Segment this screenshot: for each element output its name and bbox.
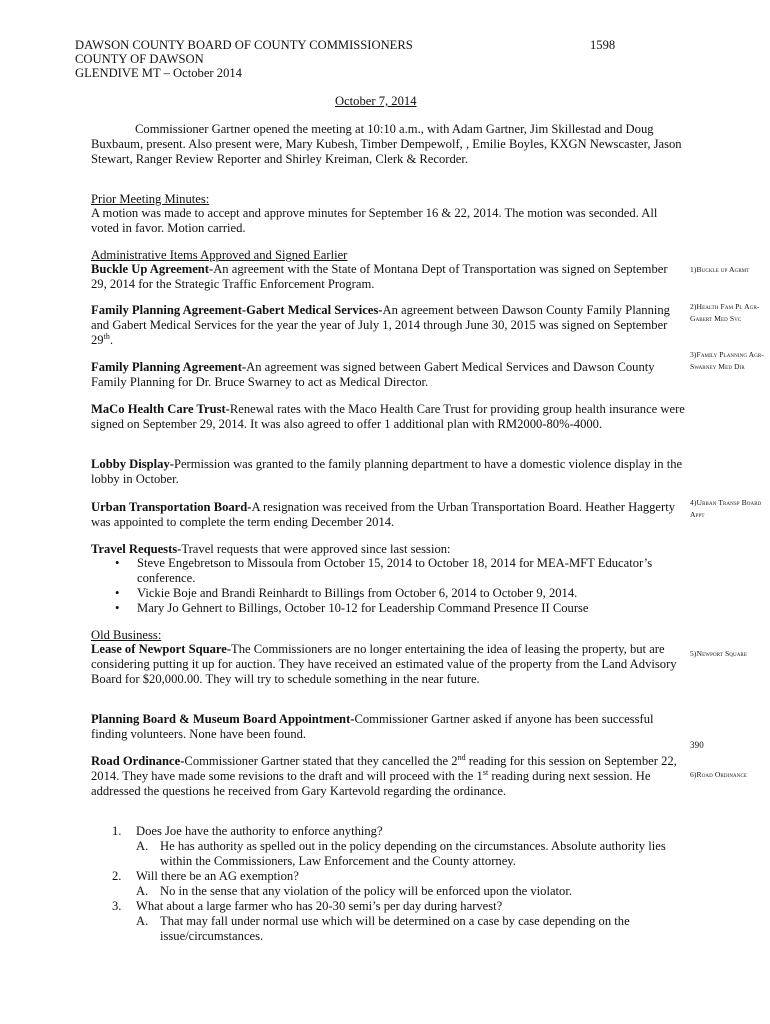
answer-letter: A. bbox=[136, 914, 149, 928]
maco-title: MaCo Health Care Trust- bbox=[91, 402, 230, 416]
answer-item bbox=[112, 884, 672, 899]
fp-swarney-paragraph bbox=[91, 360, 686, 390]
buckle-up-text: An agreement with the State of Montana Dept of Transportation was signed on September 29, 2014 for the Strategic Traffic Enforcement Program. bbox=[91, 262, 668, 291]
ordinance-questions-list bbox=[112, 824, 672, 944]
fp-swarney-title: Family Planning Agreement- bbox=[91, 360, 247, 374]
road-text-3: reading during next session. He addressed the questions he received from Gary Kartevold regarding the ordinance. bbox=[91, 769, 651, 798]
urban-title: Urban Transportation Board- bbox=[91, 500, 252, 514]
margin-note-buckle-up: 1)Buckle up Agrmt bbox=[690, 265, 750, 274]
answer-text: No in the sense that any violation of the policy will be enforced upon the violator. bbox=[160, 884, 572, 898]
prior-minutes-text: A motion was made to accept and approve minutes for September 16 & 22, 2014. The motion was seconded. All voted in favor. Motion carried. bbox=[91, 206, 658, 235]
urban-text: A resignation was received from the Urban Transportation Board. Heather Haggerty was appointed to complete the term ending December 2014. bbox=[91, 500, 676, 529]
maco-paragraph bbox=[91, 402, 686, 432]
answer-item bbox=[112, 839, 672, 869]
margin-note-390: 390 bbox=[690, 740, 704, 750]
question-item bbox=[112, 869, 672, 884]
travel-paragraph bbox=[91, 542, 686, 557]
travel-item: • Steve Engebretson to Missoula from October 15, 2014 to October 18, 2014 for MEA-MFT Educator’s conference. bbox=[113, 556, 673, 586]
answer-text: That may fall under normal use which will be determined on a case by case depending on the issue/circumstances. bbox=[160, 914, 630, 943]
road-sup-2: st bbox=[482, 767, 489, 777]
newport-paragraph bbox=[91, 642, 686, 687]
opening-paragraph: Commissioner Gartner opened the meeting at 10:10 a.m., with Adam Gartner, Jim Skillestad and Doug Buxbaum, present. Also present were, Mary Kubesh, Timber Dempewolf, , Emilie Boyles, KXGN Newscaster, Jason Stewart, Ranger Review Reporter and Shirley Kreiman, Clerk & Recorder. bbox=[91, 122, 682, 166]
travel-text: Travel requests that were approved since last session: bbox=[181, 542, 451, 556]
margin-note-family-planning: 3)Family Planning Agr-Swarney Med Dir bbox=[690, 350, 764, 371]
answer-item bbox=[112, 914, 672, 944]
road-ordinance-paragraph bbox=[91, 754, 686, 799]
prior-minutes-heading: Prior Meeting Minutes: bbox=[91, 192, 210, 206]
fp-gabert-title: Family Planning Agreement-Gabert Medical Services- bbox=[91, 303, 383, 317]
fp-gabert-paragraph bbox=[91, 303, 686, 348]
meeting-date-heading: October 7, 2014 bbox=[335, 94, 417, 108]
road-sup-1: nd bbox=[457, 752, 466, 762]
admin-heading: Administrative Items Approved and Signed Earlier bbox=[91, 248, 348, 262]
travel-item: • Vickie Boje and Brandi Reinhardt to Billings from October 6, 2014 to October 9, 2014. bbox=[113, 586, 673, 601]
question-text: Does Joe have the authority to enforce anything? bbox=[136, 824, 383, 838]
buckle-up-title: Buckle Up Agreement- bbox=[91, 262, 214, 276]
header-title: DAWSON COUNTY BOARD OF COUNTY COMMISSIONERS bbox=[75, 38, 413, 52]
question-item bbox=[112, 824, 672, 839]
road-text-2: reading for this session on September 22, 2014. They have made some revisions to the draft and will proceed with the 1 bbox=[91, 754, 677, 783]
margin-note-road-ordinance: 6)Road Ordinance bbox=[690, 770, 748, 779]
road-ordinance-title: Road Ordinance- bbox=[91, 754, 185, 768]
planning-title: Planning Board & Museum Board Appointment- bbox=[91, 712, 355, 726]
page-number: 1598 bbox=[590, 38, 616, 52]
road-text-1: Commissioner Gartner stated that they cancelled the 2 bbox=[184, 754, 458, 768]
answer-letter: A. bbox=[136, 884, 149, 898]
answer-letter: A. bbox=[136, 839, 149, 853]
travel-list bbox=[113, 556, 673, 616]
margin-note-health-fam-pl: 2)Health Fam Pl Agr-Gabert Med Svc bbox=[690, 302, 760, 323]
question-text: What about a large farmer who has 20-30 semi’s per day during harvest? bbox=[136, 899, 503, 913]
old-business-heading: Old Business: bbox=[91, 628, 162, 642]
margin-note-urban-transp: 4)Urban Transp Board Appt bbox=[690, 498, 762, 519]
planning-text: Commissioner Gartner asked if anyone has been successful finding volunteers. None have been found. bbox=[91, 712, 654, 741]
question-number: 2. bbox=[112, 869, 122, 883]
fp-gabert-text-end: . bbox=[109, 333, 113, 347]
fp-gabert-text: An agreement between Dawson County Family Planning and Gabert Medical Services for the year the year of July 1, 2014 through June 30, 2015 was signed on September 29 bbox=[91, 303, 670, 347]
question-text: Will there be an AG exemption? bbox=[136, 869, 299, 883]
header-location-date: GLENDIVE MT – October 2014 bbox=[75, 66, 242, 80]
travel-title: Travel Requests- bbox=[91, 542, 182, 556]
urban-paragraph bbox=[91, 500, 686, 530]
question-number: 3. bbox=[112, 899, 122, 913]
travel-item: • Mary Jo Gehnert to Billings, October 10-12 for Leadership Command Presence II Course bbox=[113, 601, 673, 616]
newport-text: The Commissioners are no longer entertaining the idea of leasing the property, but are considering putting it up for auction. They have received an estimated value of the property from the Land Advisory Board for $20,000.00. They will try to schedule something in the near future. bbox=[91, 642, 677, 686]
margin-note-newport: 5)Newport Square bbox=[690, 649, 748, 658]
header-county: COUNTY OF DAWSON bbox=[75, 52, 204, 66]
fp-gabert-sup: th bbox=[103, 331, 110, 341]
planning-paragraph bbox=[91, 712, 686, 742]
fp-swarney-text: An agreement was signed between Gabert Medical Services and Dawson County Family Planning for Dr. Bruce Swarney to act as Medical Director. bbox=[91, 360, 655, 389]
lobby-paragraph bbox=[91, 457, 686, 487]
answer-text: He has authority as spelled out in the policy depending on the circumstances. Absolute authority lies within the Commissioners, Law Enforcement and the County attorney. bbox=[160, 839, 666, 868]
buckle-up-paragraph bbox=[91, 262, 686, 292]
question-item bbox=[112, 899, 672, 914]
newport-title: Lease of Newport Square- bbox=[91, 642, 232, 656]
lobby-title: Lobby Display- bbox=[91, 457, 174, 471]
maco-text: Renewal rates with the Maco Health Care Trust for providing group health insurance were signed on September 29, 2014. It was also agreed to offer 1 additional plan with RM2000-80%-4000. bbox=[91, 402, 685, 431]
question-number: 1. bbox=[112, 824, 122, 838]
lobby-text: Permission was granted to the family planning department to have a domestic violence display in the lobby in October. bbox=[91, 457, 683, 486]
